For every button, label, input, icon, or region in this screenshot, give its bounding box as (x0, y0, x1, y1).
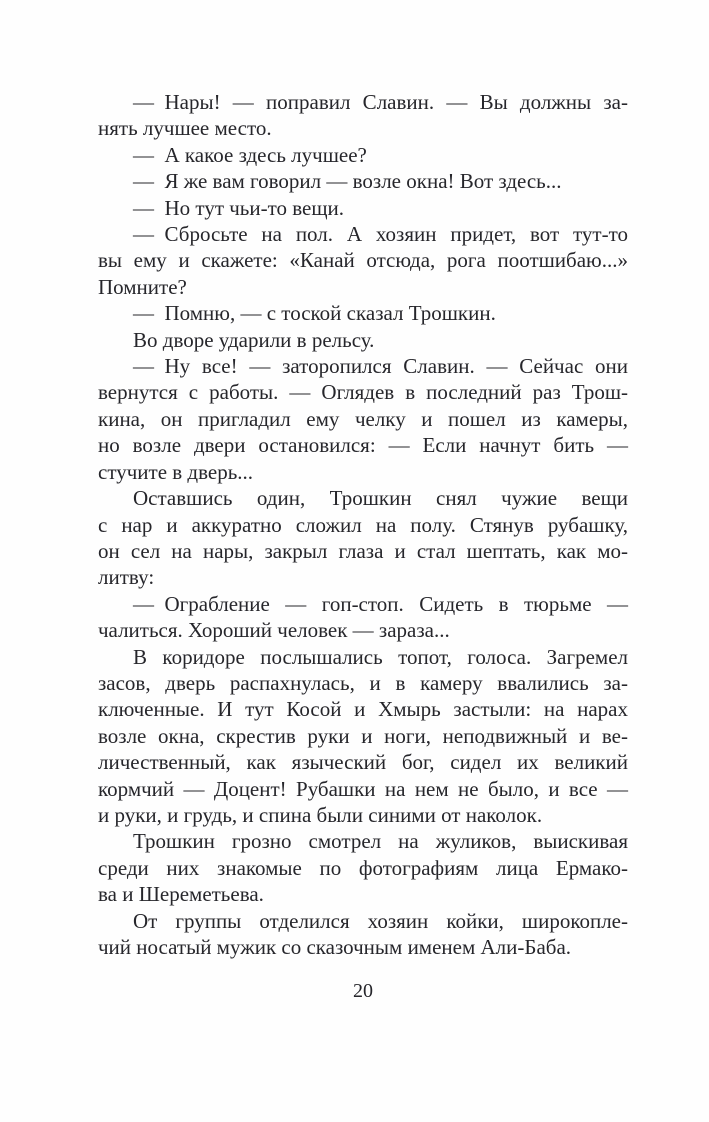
text-line: Оставшись один, Трошкин снял чужие вещи (133, 486, 628, 511)
text-line: кина, он пригладил ему челку и пошел из камеры, (98, 406, 628, 431)
text-line: — А какое здесь лучшее? (133, 142, 367, 167)
text-line: он сел на нары, закрыл глаза и стал шептать, как мо- (98, 538, 628, 563)
text-line: личественный, как языческий бог, сидел их великий (98, 750, 628, 775)
text-line: ва и Шереметьева. (98, 882, 264, 907)
page-number: 20 (353, 980, 373, 1002)
text-line: но возле двери остановился: — Если начнут бить — (98, 433, 628, 458)
text-line: Во дворе ударили в рельсу. (133, 327, 375, 352)
text-line: литву: (98, 565, 155, 590)
text-line: — Помню, — с тоской сказал Трошкин. (133, 301, 496, 326)
text-line: среди них знакомые по фотографиям лица Ермако- (98, 855, 628, 880)
text-line: — Ну все! — заторопился Славин. — Сейчас они (133, 354, 628, 379)
page-text (98, 89, 628, 960)
text-line: — Но тут чьи-то вещи. (133, 195, 345, 220)
text-line: — Ограбление — гоп-стоп. Сидеть в тюрьме — (133, 591, 628, 616)
text-line: Трошкин грозно смотрел на жуликов, выискивая (133, 829, 628, 854)
text-line: стучите в дверь... (98, 459, 254, 484)
text-line: ключенные. И тут Косой и Хмырь застыли: на нарах (98, 697, 628, 722)
text-line: засов, дверь распахнулась, и в камеру ввалились за- (98, 670, 628, 695)
text-line: — Нары! — поправил Славин. — Вы должны за- (133, 90, 628, 114)
text-line: нять лучшее место. (98, 116, 272, 141)
text-line: чий носатый мужик со сказочным именем Али-Баба. (98, 935, 572, 959)
text-line: От группы отделился хозяин койки, широкопле- (133, 908, 628, 933)
text-line: вернутся с работы. — Оглядев в последний раз Трош- (98, 380, 628, 405)
text-line: с нар и аккуратно сложил на полу. Стянув рубашку, (98, 512, 628, 537)
text-line: кормчий — Доцент! Рубашки на нем не было, и все — (98, 776, 628, 801)
text-line: — Я же вам говорил — возле окна! Вот здесь... (133, 169, 562, 194)
text-line: и руки, и грудь, и спина были синими от наколок. (98, 802, 543, 827)
text-line: чалиться. Хороший человек — зараза... (98, 618, 450, 643)
text-line: вы ему и скажете: «Канай отсюда, рога поотшибаю...» (98, 248, 628, 273)
text-line: возле окна, скрестив руки и ноги, неподвижный и ве- (98, 723, 628, 748)
text-line: — Сбросьте на пол. А хозяин придет, вот тут-то (133, 222, 628, 247)
text-line: Помните? (98, 274, 187, 299)
text-line: В коридоре послышались топот, голоса. Загремел (133, 644, 628, 669)
